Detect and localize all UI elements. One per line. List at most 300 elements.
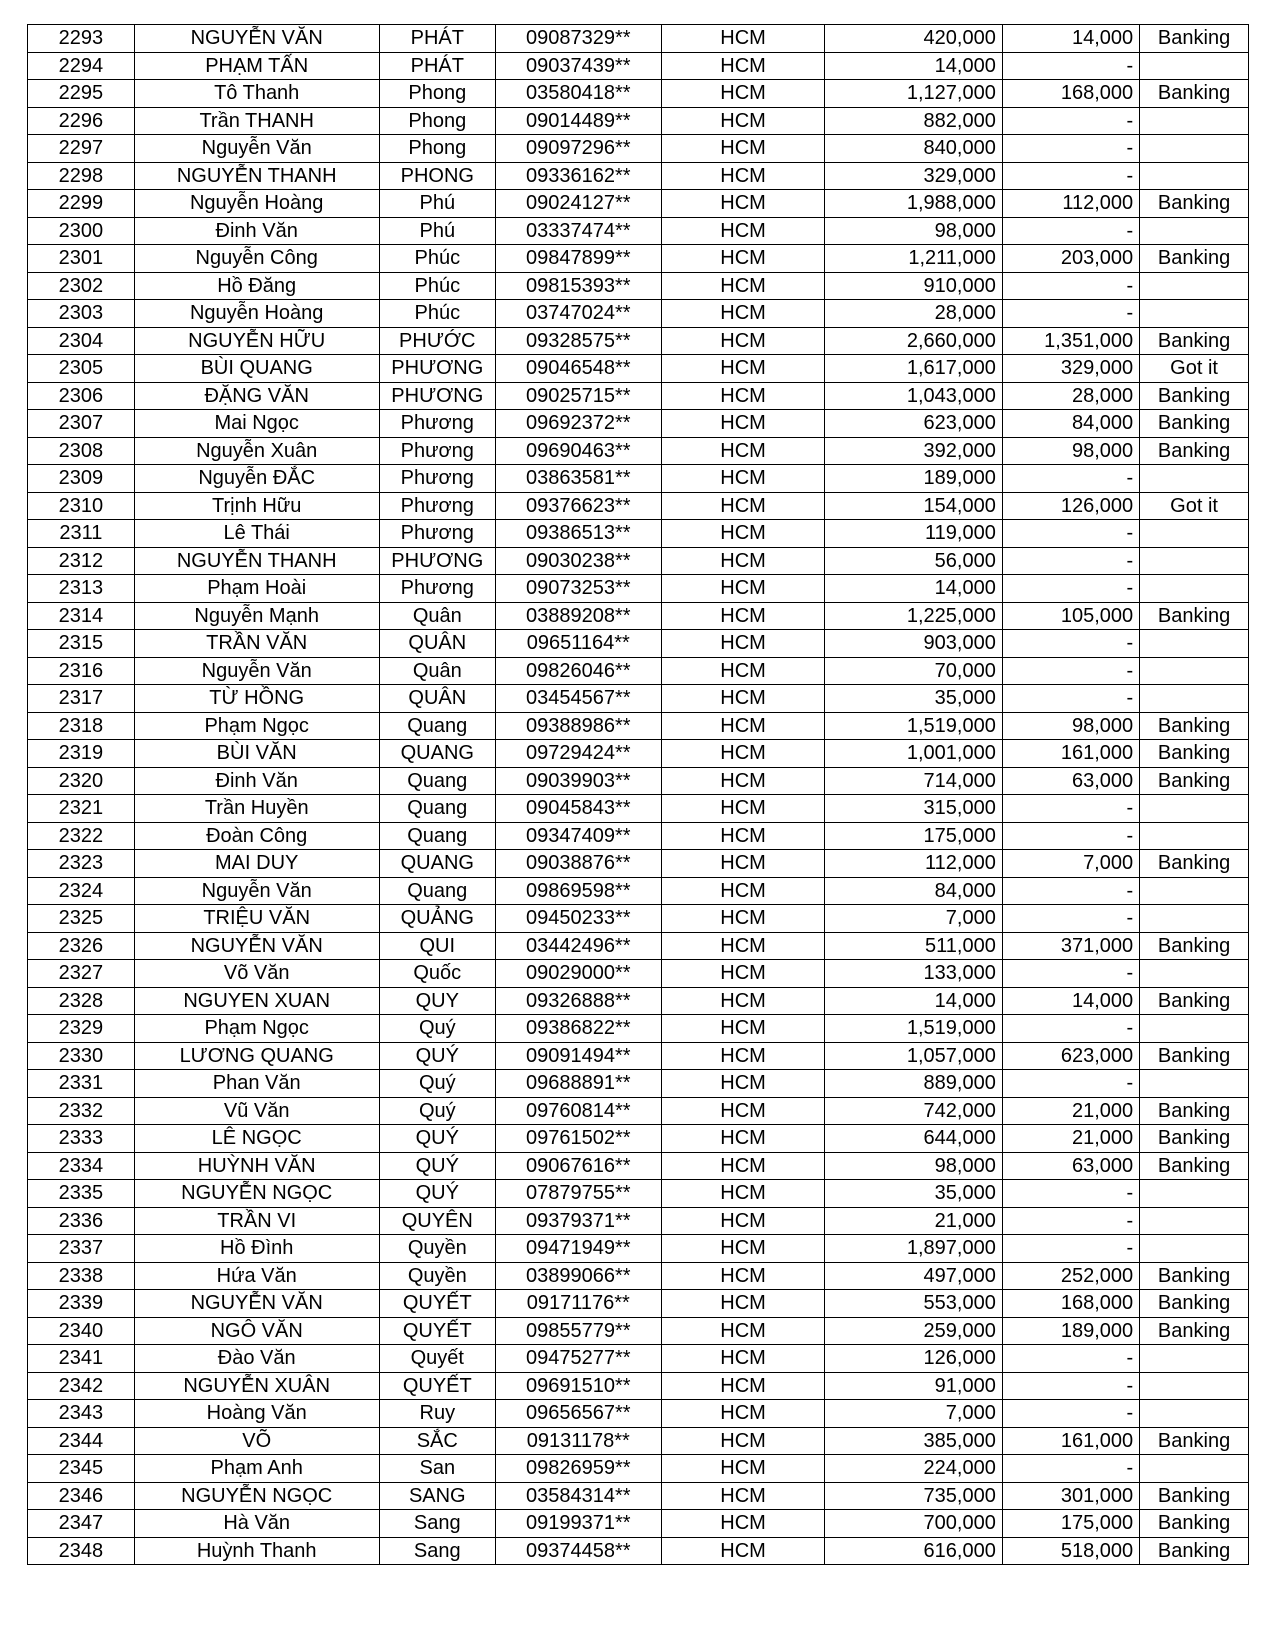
cell-city: HCM xyxy=(661,657,825,685)
cell-family-name: PHÁT xyxy=(379,25,495,53)
cell-family-name: PHƯƠNG xyxy=(379,382,495,410)
cell-family-name: PHÁT xyxy=(379,52,495,80)
cell-row-id: 2337 xyxy=(28,1235,135,1263)
cell-row-id: 2314 xyxy=(28,602,135,630)
cell-city: HCM xyxy=(661,1262,825,1290)
cell-city: HCM xyxy=(661,25,825,53)
cell-status: Banking xyxy=(1140,932,1249,960)
cell-phone: 03442496** xyxy=(495,932,661,960)
cell-paid: 301,000 xyxy=(1002,1482,1139,1510)
cell-family-name: Phong xyxy=(379,135,495,163)
cell-status xyxy=(1140,1015,1249,1043)
cell-status: Banking xyxy=(1140,25,1249,53)
table-row xyxy=(28,547,1249,575)
cell-family-name: Phong xyxy=(379,80,495,108)
cell-status: Banking xyxy=(1140,1537,1249,1565)
cell-status xyxy=(1140,1207,1249,1235)
cell-row-id: 2340 xyxy=(28,1317,135,1345)
cell-amount: 889,000 xyxy=(825,1070,1002,1098)
cell-amount: 126,000 xyxy=(825,1345,1002,1373)
cell-amount: 1,127,000 xyxy=(825,80,1002,108)
table-row xyxy=(28,960,1249,988)
cell-amount: 119,000 xyxy=(825,520,1002,548)
table-row xyxy=(28,52,1249,80)
cell-status: Banking xyxy=(1140,602,1249,630)
cell-given-name: Trần THANH xyxy=(134,107,379,135)
cell-phone: 09760814** xyxy=(495,1097,661,1125)
cell-amount: 1,897,000 xyxy=(825,1235,1002,1263)
cell-status: Banking xyxy=(1140,382,1249,410)
cell-family-name: Phương xyxy=(379,437,495,465)
table-row xyxy=(28,795,1249,823)
cell-amount: 14,000 xyxy=(825,987,1002,1015)
cell-city: HCM xyxy=(661,1317,825,1345)
cell-given-name: NGUYỄN XUÂN xyxy=(134,1372,379,1400)
table-row xyxy=(28,1042,1249,1070)
cell-amount: 315,000 xyxy=(825,795,1002,823)
cell-family-name: Quyền xyxy=(379,1262,495,1290)
cell-paid: - xyxy=(1002,1015,1139,1043)
table-row xyxy=(28,850,1249,878)
cell-status: Banking xyxy=(1140,1152,1249,1180)
cell-amount: 735,000 xyxy=(825,1482,1002,1510)
cell-status: Banking xyxy=(1140,740,1249,768)
cell-row-id: 2348 xyxy=(28,1537,135,1565)
cell-family-name: QUY xyxy=(379,987,495,1015)
cell-amount: 98,000 xyxy=(825,1152,1002,1180)
cell-family-name: QUÝ xyxy=(379,1042,495,1070)
cell-paid: - xyxy=(1002,107,1139,135)
cell-amount: 700,000 xyxy=(825,1510,1002,1538)
cell-paid: 14,000 xyxy=(1002,987,1139,1015)
cell-city: HCM xyxy=(661,932,825,960)
table-row xyxy=(28,602,1249,630)
cell-paid: 126,000 xyxy=(1002,492,1139,520)
cell-given-name: LƯƠNG QUANG xyxy=(134,1042,379,1070)
cell-city: HCM xyxy=(661,602,825,630)
cell-paid: 371,000 xyxy=(1002,932,1139,960)
cell-row-id: 2311 xyxy=(28,520,135,548)
cell-paid: - xyxy=(1002,1455,1139,1483)
table-row xyxy=(28,300,1249,328)
cell-family-name: PHONG xyxy=(379,162,495,190)
cell-row-id: 2302 xyxy=(28,272,135,300)
cell-row-id: 2320 xyxy=(28,767,135,795)
cell-given-name: TRẦN VĂN xyxy=(134,630,379,658)
cell-phone: 09386822** xyxy=(495,1015,661,1043)
cell-given-name: ĐẶNG VĂN xyxy=(134,382,379,410)
cell-paid: 329,000 xyxy=(1002,355,1139,383)
cell-row-id: 2341 xyxy=(28,1345,135,1373)
cell-given-name: Đoàn Công xyxy=(134,822,379,850)
cell-status: Banking xyxy=(1140,190,1249,218)
cell-family-name: Phương xyxy=(379,410,495,438)
cell-amount: 1,057,000 xyxy=(825,1042,1002,1070)
cell-row-id: 2347 xyxy=(28,1510,135,1538)
cell-given-name: Nguyễn Xuân xyxy=(134,437,379,465)
table-row xyxy=(28,905,1249,933)
cell-city: HCM xyxy=(661,767,825,795)
cell-given-name: LÊ NGỌC xyxy=(134,1125,379,1153)
cell-status xyxy=(1140,217,1249,245)
cell-row-id: 2335 xyxy=(28,1180,135,1208)
cell-amount: 2,660,000 xyxy=(825,327,1002,355)
cell-city: HCM xyxy=(661,1400,825,1428)
cell-given-name: Hứa Văn xyxy=(134,1262,379,1290)
cell-given-name: Hà Văn xyxy=(134,1510,379,1538)
cell-phone: 09073253** xyxy=(495,575,661,603)
cell-paid: - xyxy=(1002,630,1139,658)
cell-status xyxy=(1140,272,1249,300)
cell-amount: 1,043,000 xyxy=(825,382,1002,410)
cell-row-id: 2324 xyxy=(28,877,135,905)
cell-city: HCM xyxy=(661,272,825,300)
table-row xyxy=(28,410,1249,438)
cell-city: HCM xyxy=(661,850,825,878)
cell-row-id: 2312 xyxy=(28,547,135,575)
table-row xyxy=(28,25,1249,53)
cell-row-id: 2304 xyxy=(28,327,135,355)
cell-amount: 1,617,000 xyxy=(825,355,1002,383)
table-row xyxy=(28,1262,1249,1290)
cell-phone: 09761502** xyxy=(495,1125,661,1153)
cell-city: HCM xyxy=(661,905,825,933)
cell-paid: 175,000 xyxy=(1002,1510,1139,1538)
cell-given-name: Nguyễn Công xyxy=(134,245,379,273)
cell-phone: 09045843** xyxy=(495,795,661,823)
cell-family-name: SẮC xyxy=(379,1427,495,1455)
table-row xyxy=(28,1125,1249,1153)
cell-city: HCM xyxy=(661,382,825,410)
table-row xyxy=(28,1537,1249,1565)
cell-paid: - xyxy=(1002,1070,1139,1098)
cell-amount: 189,000 xyxy=(825,465,1002,493)
cell-phone: 09376623** xyxy=(495,492,661,520)
cell-given-name: Phạm Ngọc xyxy=(134,712,379,740)
cell-given-name: Trần Huyền xyxy=(134,795,379,823)
cell-row-id: 2309 xyxy=(28,465,135,493)
cell-phone: 09826959** xyxy=(495,1455,661,1483)
cell-status xyxy=(1140,520,1249,548)
cell-city: HCM xyxy=(661,1180,825,1208)
cell-paid: - xyxy=(1002,135,1139,163)
table-row xyxy=(28,630,1249,658)
table-row xyxy=(28,932,1249,960)
table-row xyxy=(28,1180,1249,1208)
cell-given-name: Nguyễn Văn xyxy=(134,657,379,685)
cell-phone: 09847899** xyxy=(495,245,661,273)
cell-family-name: QUYÊN xyxy=(379,1207,495,1235)
table-row xyxy=(28,657,1249,685)
cell-given-name: TRẦN VI xyxy=(134,1207,379,1235)
cell-amount: 1,211,000 xyxy=(825,245,1002,273)
cell-status: Got it xyxy=(1140,355,1249,383)
cell-paid: 28,000 xyxy=(1002,382,1139,410)
cell-paid: - xyxy=(1002,685,1139,713)
cell-status xyxy=(1140,107,1249,135)
cell-given-name: NGUYỄN THANH xyxy=(134,162,379,190)
cell-city: HCM xyxy=(661,685,825,713)
cell-status: Banking xyxy=(1140,1427,1249,1455)
cell-paid: - xyxy=(1002,1180,1139,1208)
cell-phone: 09691510** xyxy=(495,1372,661,1400)
cell-row-id: 2327 xyxy=(28,960,135,988)
table-row xyxy=(28,492,1249,520)
cell-given-name: NGUYỄN HỮU xyxy=(134,327,379,355)
cell-amount: 553,000 xyxy=(825,1290,1002,1318)
cell-amount: 35,000 xyxy=(825,685,1002,713)
cell-phone: 09091494** xyxy=(495,1042,661,1070)
cell-given-name: BÙI VĂN xyxy=(134,740,379,768)
cell-family-name: Sang xyxy=(379,1537,495,1565)
cell-row-id: 2306 xyxy=(28,382,135,410)
cell-status: Banking xyxy=(1140,1125,1249,1153)
cell-amount: 14,000 xyxy=(825,575,1002,603)
cell-row-id: 2346 xyxy=(28,1482,135,1510)
cell-row-id: 2296 xyxy=(28,107,135,135)
cell-amount: 259,000 xyxy=(825,1317,1002,1345)
cell-city: HCM xyxy=(661,1207,825,1235)
cell-phone: 09326888** xyxy=(495,987,661,1015)
cell-row-id: 2300 xyxy=(28,217,135,245)
cell-paid: - xyxy=(1002,905,1139,933)
cell-row-id: 2325 xyxy=(28,905,135,933)
table-row xyxy=(28,217,1249,245)
cell-phone: 09171176** xyxy=(495,1290,661,1318)
cell-city: HCM xyxy=(661,1290,825,1318)
cell-amount: 882,000 xyxy=(825,107,1002,135)
cell-amount: 35,000 xyxy=(825,1180,1002,1208)
cell-status: Banking xyxy=(1140,1290,1249,1318)
cell-given-name: NGUYỄN THANH xyxy=(134,547,379,575)
cell-city: HCM xyxy=(661,1042,825,1070)
cell-phone: 09024127** xyxy=(495,190,661,218)
cell-amount: 1,225,000 xyxy=(825,602,1002,630)
cell-family-name: Quý xyxy=(379,1015,495,1043)
cell-row-id: 2344 xyxy=(28,1427,135,1455)
cell-phone: 03899066** xyxy=(495,1262,661,1290)
cell-amount: 329,000 xyxy=(825,162,1002,190)
table-row xyxy=(28,1070,1249,1098)
cell-given-name: Nguyễn Văn xyxy=(134,135,379,163)
table-row xyxy=(28,987,1249,1015)
cell-city: HCM xyxy=(661,740,825,768)
cell-paid: 98,000 xyxy=(1002,712,1139,740)
cell-family-name: Quyền xyxy=(379,1235,495,1263)
cell-row-id: 2305 xyxy=(28,355,135,383)
cell-status: Banking xyxy=(1140,80,1249,108)
cell-amount: 644,000 xyxy=(825,1125,1002,1153)
cell-phone: 09131178** xyxy=(495,1427,661,1455)
table-row xyxy=(28,1482,1249,1510)
cell-amount: 511,000 xyxy=(825,932,1002,960)
cell-family-name: QUANG xyxy=(379,740,495,768)
cell-amount: 21,000 xyxy=(825,1207,1002,1235)
cell-paid: - xyxy=(1002,822,1139,850)
cell-city: HCM xyxy=(661,1152,825,1180)
cell-given-name: HUỲNH VĂN xyxy=(134,1152,379,1180)
cell-row-id: 2339 xyxy=(28,1290,135,1318)
cell-row-id: 2332 xyxy=(28,1097,135,1125)
cell-given-name: Phan Văn xyxy=(134,1070,379,1098)
cell-city: HCM xyxy=(661,1510,825,1538)
cell-status xyxy=(1140,1235,1249,1263)
cell-paid: - xyxy=(1002,657,1139,685)
cell-phone: 03584314** xyxy=(495,1482,661,1510)
cell-given-name: Phạm Ngọc xyxy=(134,1015,379,1043)
cell-city: HCM xyxy=(661,162,825,190)
cell-city: HCM xyxy=(661,1097,825,1125)
table-row xyxy=(28,355,1249,383)
cell-phone: 09046548** xyxy=(495,355,661,383)
cell-given-name: Hồ Đình xyxy=(134,1235,379,1263)
cell-amount: 1,519,000 xyxy=(825,712,1002,740)
cell-amount: 14,000 xyxy=(825,52,1002,80)
table-row xyxy=(28,1400,1249,1428)
cell-amount: 112,000 xyxy=(825,850,1002,878)
cell-phone: 09328575** xyxy=(495,327,661,355)
cell-amount: 392,000 xyxy=(825,437,1002,465)
table-row xyxy=(28,135,1249,163)
cell-status: Banking xyxy=(1140,437,1249,465)
cell-paid: - xyxy=(1002,1235,1139,1263)
cell-status xyxy=(1140,1372,1249,1400)
cell-phone: 09450233** xyxy=(495,905,661,933)
table-row xyxy=(28,327,1249,355)
cell-amount: 98,000 xyxy=(825,217,1002,245)
cell-paid: - xyxy=(1002,52,1139,80)
cell-status xyxy=(1140,52,1249,80)
cell-amount: 7,000 xyxy=(825,905,1002,933)
cell-row-id: 2318 xyxy=(28,712,135,740)
cell-amount: 91,000 xyxy=(825,1372,1002,1400)
cell-given-name: VÕ xyxy=(134,1427,379,1455)
cell-status xyxy=(1140,135,1249,163)
table-row xyxy=(28,1510,1249,1538)
cell-family-name: QUYẾT xyxy=(379,1317,495,1345)
cell-row-id: 2343 xyxy=(28,1400,135,1428)
cell-given-name: Hoàng Văn xyxy=(134,1400,379,1428)
cell-row-id: 2315 xyxy=(28,630,135,658)
table-row xyxy=(28,162,1249,190)
cell-paid: 63,000 xyxy=(1002,1152,1139,1180)
cell-given-name: TỪ HỒNG xyxy=(134,685,379,713)
cell-paid: 168,000 xyxy=(1002,80,1139,108)
cell-given-name: Phạm Hoài xyxy=(134,575,379,603)
cell-paid: 63,000 xyxy=(1002,767,1139,795)
cell-family-name: QUÂN xyxy=(379,685,495,713)
cell-phone: 09347409** xyxy=(495,822,661,850)
cell-city: HCM xyxy=(661,1070,825,1098)
cell-phone: 09388986** xyxy=(495,712,661,740)
cell-phone: 09379371** xyxy=(495,1207,661,1235)
cell-city: HCM xyxy=(661,1015,825,1043)
cell-paid: 1,351,000 xyxy=(1002,327,1139,355)
cell-city: HCM xyxy=(661,1345,825,1373)
cell-status xyxy=(1140,1455,1249,1483)
data-table xyxy=(27,24,1249,1565)
cell-phone: 03337474** xyxy=(495,217,661,245)
cell-row-id: 2326 xyxy=(28,932,135,960)
cell-row-id: 2345 xyxy=(28,1455,135,1483)
cell-status xyxy=(1140,1180,1249,1208)
cell-status xyxy=(1140,465,1249,493)
cell-paid: 14,000 xyxy=(1002,25,1139,53)
cell-phone: 09471949** xyxy=(495,1235,661,1263)
cell-paid: - xyxy=(1002,547,1139,575)
cell-row-id: 2317 xyxy=(28,685,135,713)
cell-paid: - xyxy=(1002,795,1139,823)
cell-row-id: 2338 xyxy=(28,1262,135,1290)
cell-given-name: Vũ Văn xyxy=(134,1097,379,1125)
table-row xyxy=(28,740,1249,768)
cell-row-id: 2331 xyxy=(28,1070,135,1098)
cell-amount: 133,000 xyxy=(825,960,1002,988)
table-row xyxy=(28,272,1249,300)
cell-given-name: BÙI QUANG xyxy=(134,355,379,383)
cell-amount: 28,000 xyxy=(825,300,1002,328)
cell-given-name: NGUYỄN VĂN xyxy=(134,1290,379,1318)
cell-paid: 21,000 xyxy=(1002,1125,1139,1153)
cell-family-name: QUẢNG xyxy=(379,905,495,933)
cell-city: HCM xyxy=(661,300,825,328)
table-row xyxy=(28,520,1249,548)
cell-phone: 09374458** xyxy=(495,1537,661,1565)
cell-paid: 21,000 xyxy=(1002,1097,1139,1125)
cell-given-name: Huỳnh Thanh xyxy=(134,1537,379,1565)
cell-phone: 09038876** xyxy=(495,850,661,878)
cell-city: HCM xyxy=(661,327,825,355)
cell-city: HCM xyxy=(661,1372,825,1400)
cell-status: Banking xyxy=(1140,1510,1249,1538)
cell-amount: 84,000 xyxy=(825,877,1002,905)
cell-given-name: NGÔ VĂN xyxy=(134,1317,379,1345)
cell-paid: 7,000 xyxy=(1002,850,1139,878)
table-row xyxy=(28,877,1249,905)
cell-amount: 1,519,000 xyxy=(825,1015,1002,1043)
cell-family-name: PHƯƠNG xyxy=(379,547,495,575)
cell-paid: 623,000 xyxy=(1002,1042,1139,1070)
cell-city: HCM xyxy=(661,1482,825,1510)
table-row xyxy=(28,1345,1249,1373)
cell-paid: - xyxy=(1002,1207,1139,1235)
cell-row-id: 2298 xyxy=(28,162,135,190)
cell-status xyxy=(1140,1400,1249,1428)
cell-status xyxy=(1140,795,1249,823)
cell-city: HCM xyxy=(661,822,825,850)
cell-amount: 623,000 xyxy=(825,410,1002,438)
cell-row-id: 2328 xyxy=(28,987,135,1015)
cell-family-name: SANG xyxy=(379,1482,495,1510)
cell-family-name: Quang xyxy=(379,795,495,823)
cell-city: HCM xyxy=(661,630,825,658)
cell-row-id: 2308 xyxy=(28,437,135,465)
cell-given-name: Nguyễn Văn xyxy=(134,877,379,905)
cell-family-name: QUÝ xyxy=(379,1125,495,1153)
cell-status xyxy=(1140,575,1249,603)
cell-city: HCM xyxy=(661,52,825,80)
cell-phone: 09087329** xyxy=(495,25,661,53)
cell-phone: 03747024** xyxy=(495,300,661,328)
cell-given-name: NGUYỄN NGỌC xyxy=(134,1180,379,1208)
cell-family-name: Phương xyxy=(379,465,495,493)
cell-row-id: 2293 xyxy=(28,25,135,53)
cell-city: HCM xyxy=(661,190,825,218)
cell-family-name: Quân xyxy=(379,602,495,630)
cell-status: Banking xyxy=(1140,1482,1249,1510)
table-row xyxy=(28,1152,1249,1180)
table-row xyxy=(28,575,1249,603)
